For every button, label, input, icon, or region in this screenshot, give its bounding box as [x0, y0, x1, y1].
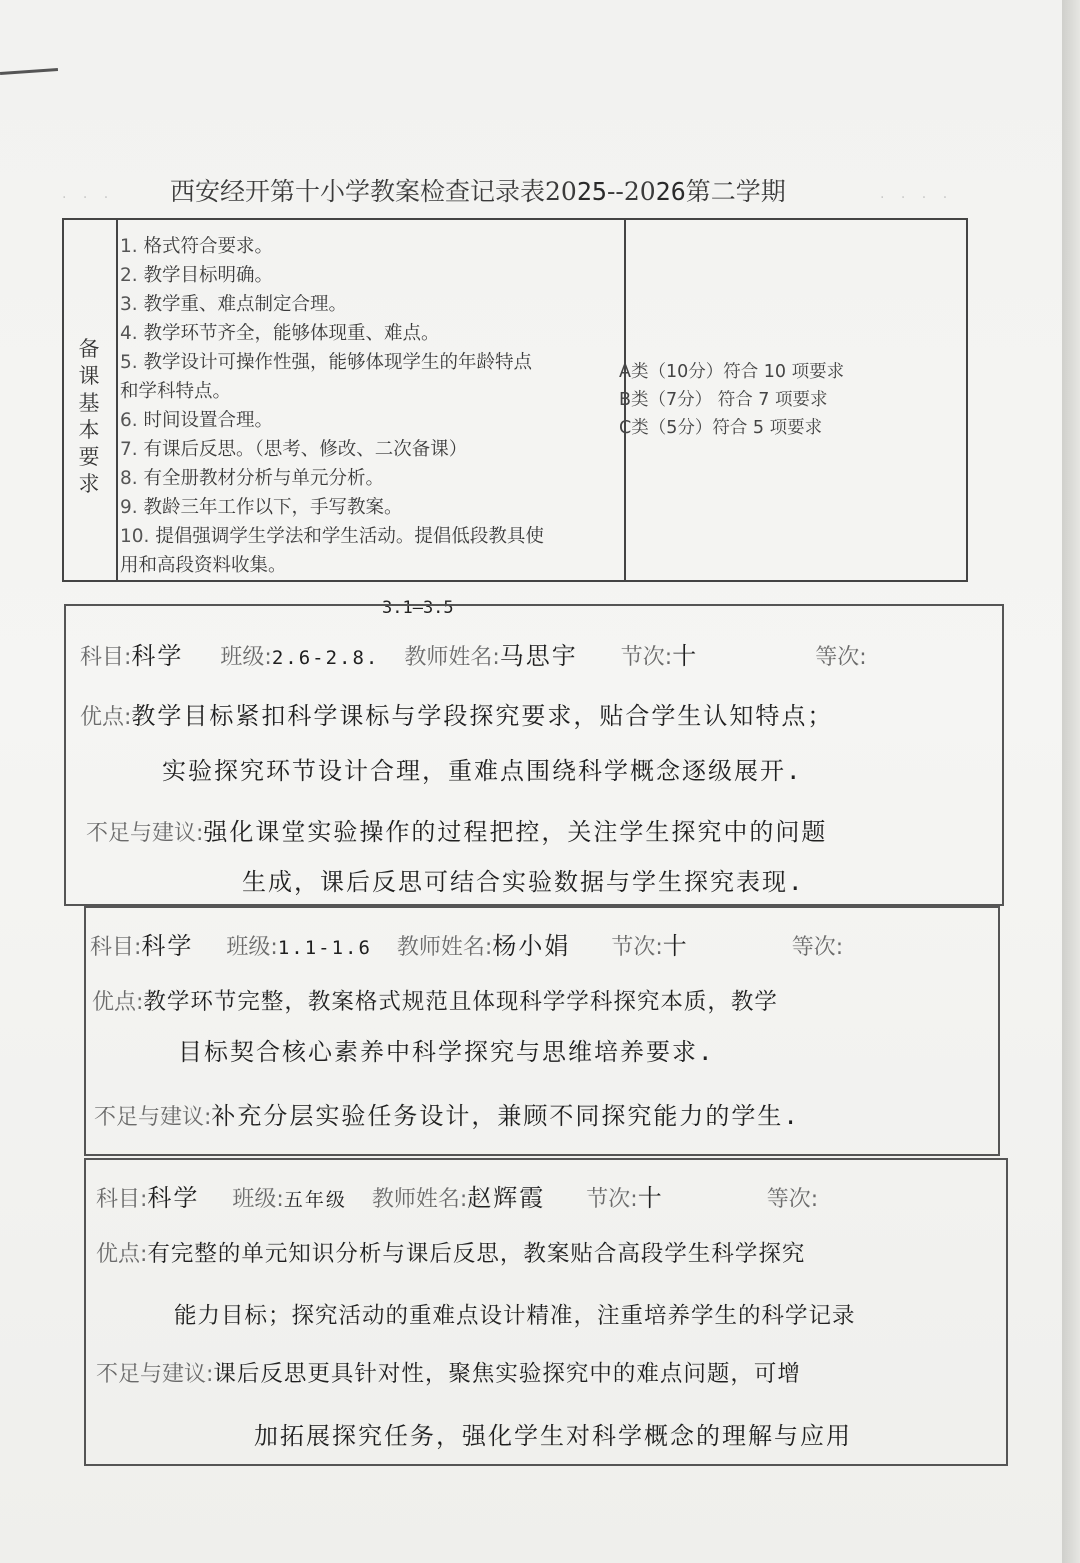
period-value: 十	[662, 932, 689, 960]
requirement-item: 1. 格式符合要求。	[120, 236, 274, 257]
requirement-item: 3. 教学重、难点制定合理。	[120, 294, 348, 315]
strengths-label: 优点:	[96, 1242, 148, 1267]
bleed-through-marks: · · ·	[62, 190, 115, 206]
subject-label: 科目:	[96, 1187, 148, 1212]
term-prefix: 第	[685, 177, 711, 206]
paper-stack-edge	[1062, 0, 1080, 1563]
class-value: 2.6-2.8.	[271, 647, 380, 669]
suggestions-text: 课后反思更具针对性，聚焦实验探究中的难点问题，可增	[213, 1361, 801, 1387]
suggestions-text: 补充分层实验任务设计，兼顾不同探究能力的学生.	[211, 1102, 800, 1130]
record-block-3	[84, 1158, 1008, 1466]
title-printed: 西安经开第十小学教案检查记录表	[170, 177, 546, 206]
subject-value: 科学	[131, 642, 184, 670]
subject-label: 科目:	[80, 645, 132, 670]
teacher-label: 教师姓名:	[371, 1187, 468, 1212]
teacher-value: 杨小娟	[492, 932, 571, 960]
strengths-line-2	[162, 751, 802, 786]
strengths-text: 教学环节完整，教案格式规范且体现科学学科探究本质，教学	[143, 989, 778, 1015]
strengths-text: 能力目标；探究活动的重难点设计精准，注重培养学生的科学记录	[174, 1303, 856, 1329]
grade-criteria-cell	[619, 220, 966, 580]
strengths-line-1	[80, 696, 833, 731]
term-suffix: 学期	[735, 177, 786, 206]
suggestions-label: 不足与建议:	[94, 1105, 212, 1130]
requirement-item: 2. 教学目标明确。	[120, 265, 274, 286]
record-block-1	[64, 604, 1004, 906]
date-annotation: 3.1–3.5	[382, 598, 454, 618]
period-label: 节次:	[611, 935, 663, 960]
grade-b-criteria: B类（7分） 符合 7 项要求	[619, 390, 828, 410]
strengths-line-2	[174, 1298, 856, 1330]
suggestions-text: 加拓展探究任务，强化学生对科学概念的理解与应用	[254, 1422, 852, 1450]
record-header	[90, 926, 843, 961]
suggestions-line-2	[242, 862, 804, 897]
year-dash: --	[606, 177, 624, 206]
suggestions-line-1	[96, 1356, 801, 1388]
strengths-line-2	[178, 1032, 714, 1067]
requirement-item: 6. 时间设置合理。	[120, 410, 274, 431]
subject-label: 科目:	[90, 935, 142, 960]
requirements-label: 备课基本要求	[78, 337, 100, 496]
strengths-label: 优点:	[80, 705, 132, 730]
class-value: 五年级	[283, 1189, 347, 1211]
strengths-line-1	[96, 1236, 805, 1268]
requirement-item: 10. 提倡强调学生学法和学生活动。提倡低段教具使	[120, 526, 544, 547]
year-end-prefix: 20	[623, 177, 656, 206]
requirement-item-continued: 用和高段资料收集。	[120, 555, 287, 576]
teacher-value: 赵辉霞	[467, 1184, 546, 1212]
requirement-item: 7. 有课后反思。（思考、修改、二次备课）	[120, 439, 468, 460]
bleed-through-marks-right: · · · ·	[880, 190, 954, 206]
suggestions-line-1	[94, 1096, 800, 1131]
strengths-text: 实验探究环节设计合理，重难点围绕科学概念逐级展开.	[162, 757, 803, 785]
requirement-item: 9. 教龄三年工作以下，手写教案。	[120, 497, 403, 518]
teacher-label: 教师姓名:	[396, 935, 493, 960]
grade-c-criteria: C类（5分）符合 5 项要求	[619, 418, 823, 438]
term-handwritten: 二	[710, 177, 736, 206]
subject-value: 科学	[147, 1184, 200, 1212]
period-label: 节次:	[620, 645, 673, 670]
strengths-line-1	[92, 984, 778, 1016]
class-value: 1.1-1.6	[277, 937, 372, 959]
grade-label: 等次:	[791, 935, 844, 960]
form-title	[170, 172, 870, 212]
year-start-handwritten: 25	[576, 177, 607, 206]
grade-label: 等次:	[815, 645, 867, 670]
requirement-item-continued: 和学科特点。	[120, 381, 232, 402]
strengths-text: 教学目标紧扣科学课标与学段探究要求，贴合学生认知特点；	[131, 702, 834, 730]
suggestions-line-1	[86, 812, 827, 847]
requirements-label-cell	[64, 220, 118, 580]
suggestions-label: 不足与建议:	[96, 1362, 214, 1387]
teacher-label: 教师姓名:	[404, 645, 500, 670]
suggestions-label: 不足与建议:	[86, 821, 204, 846]
record-header	[80, 636, 867, 671]
requirement-item: 4. 教学环节齐全，能够体现重、难点。	[120, 323, 440, 344]
requirement-item: 5. 教学设计可操作性强，能够体现学生的年龄特点	[120, 352, 533, 373]
teacher-value: 马思宇	[499, 642, 578, 670]
suggestions-text: 生成，课后反思可结合实验数据与学生探究表现.	[242, 868, 805, 896]
year-start-prefix: 20	[545, 177, 577, 206]
record-header	[96, 1178, 818, 1213]
period-label: 节次:	[586, 1187, 638, 1212]
suggestions-text: 强化课堂实验操作的过程把控，关注学生探究中的问题	[203, 818, 828, 846]
period-value: 十	[637, 1184, 664, 1212]
class-label: 班级:	[220, 645, 272, 670]
record-block-2	[84, 906, 1000, 1156]
strengths-text: 有完整的单元知识分析与课后反思，教案贴合高段学生科学探究	[147, 1241, 806, 1267]
year-end-handwritten: 26	[655, 177, 686, 206]
subject-value: 科学	[141, 932, 194, 960]
grade-a-criteria: A类（10分）符合 10 项要求	[619, 362, 845, 382]
grade-label: 等次:	[766, 1187, 819, 1212]
requirements-table	[62, 218, 968, 582]
suggestions-line-2	[254, 1416, 852, 1451]
requirements-list	[116, 220, 626, 580]
strengths-label: 优点:	[92, 990, 144, 1015]
class-label: 班级:	[226, 935, 278, 960]
strengths-text: 目标契合核心素养中科学探究与思维培养要求.	[178, 1038, 715, 1066]
requirement-item: 8. 有全册教材分析与单元分析。	[120, 468, 385, 489]
class-label: 班级:	[232, 1187, 284, 1212]
period-value: 十	[672, 642, 699, 670]
